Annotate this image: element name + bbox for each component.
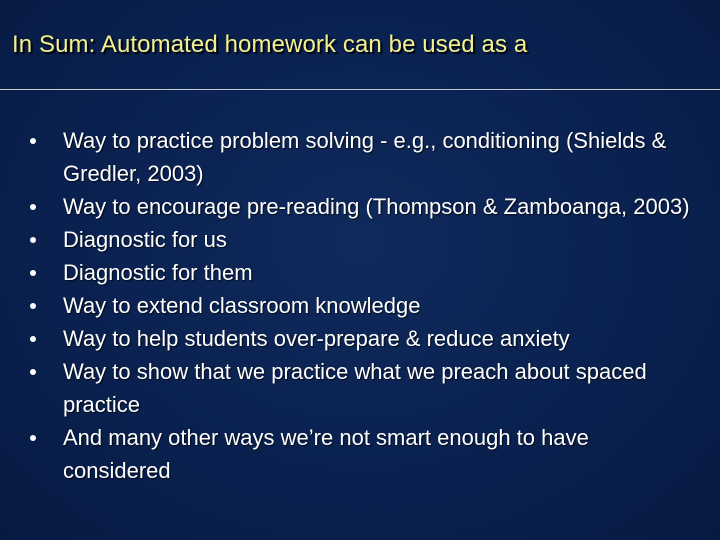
bullet-text: And many other ways we’re not smart enough to have considered [63,425,589,483]
title-divider [0,89,720,90]
bullet-item [0,289,720,322]
bullet-item [0,256,720,289]
bullet-item [0,223,720,256]
bullet-dot-icon [30,336,36,342]
bullet-dot-icon [30,237,36,243]
bullet-dot-icon [30,369,36,375]
bullet-text: Way to show that we practice what we preach about spaced practice [63,359,647,417]
bullet-text: Way to help students over-prepare & reduce anxiety [63,326,570,351]
bullet-item [0,421,720,487]
bullet-dot-icon [30,204,36,210]
bullet-list [0,124,720,487]
bullet-item [0,190,720,223]
bullet-dot-icon [30,138,36,144]
bullet-dot-icon [30,435,36,441]
bullet-text: Way to encourage pre-reading (Thompson & Zamboanga, 2003) [63,194,690,219]
bullet-item [0,124,720,190]
bullet-item [0,322,720,355]
bullet-dot-icon [30,270,36,276]
bullet-text: Diagnostic for them [63,260,253,285]
slide-title: In Sum: Automated homework can be used as a [12,31,528,58]
bullet-text: Diagnostic for us [63,227,227,252]
bullet-text: Way to extend classroom knowledge [63,293,421,318]
bullet-item [0,355,720,421]
bullet-text: Way to practice problem solving - e.g., conditioning (Shields & Gredler, 2003) [63,128,667,186]
bullet-dot-icon [30,303,36,309]
